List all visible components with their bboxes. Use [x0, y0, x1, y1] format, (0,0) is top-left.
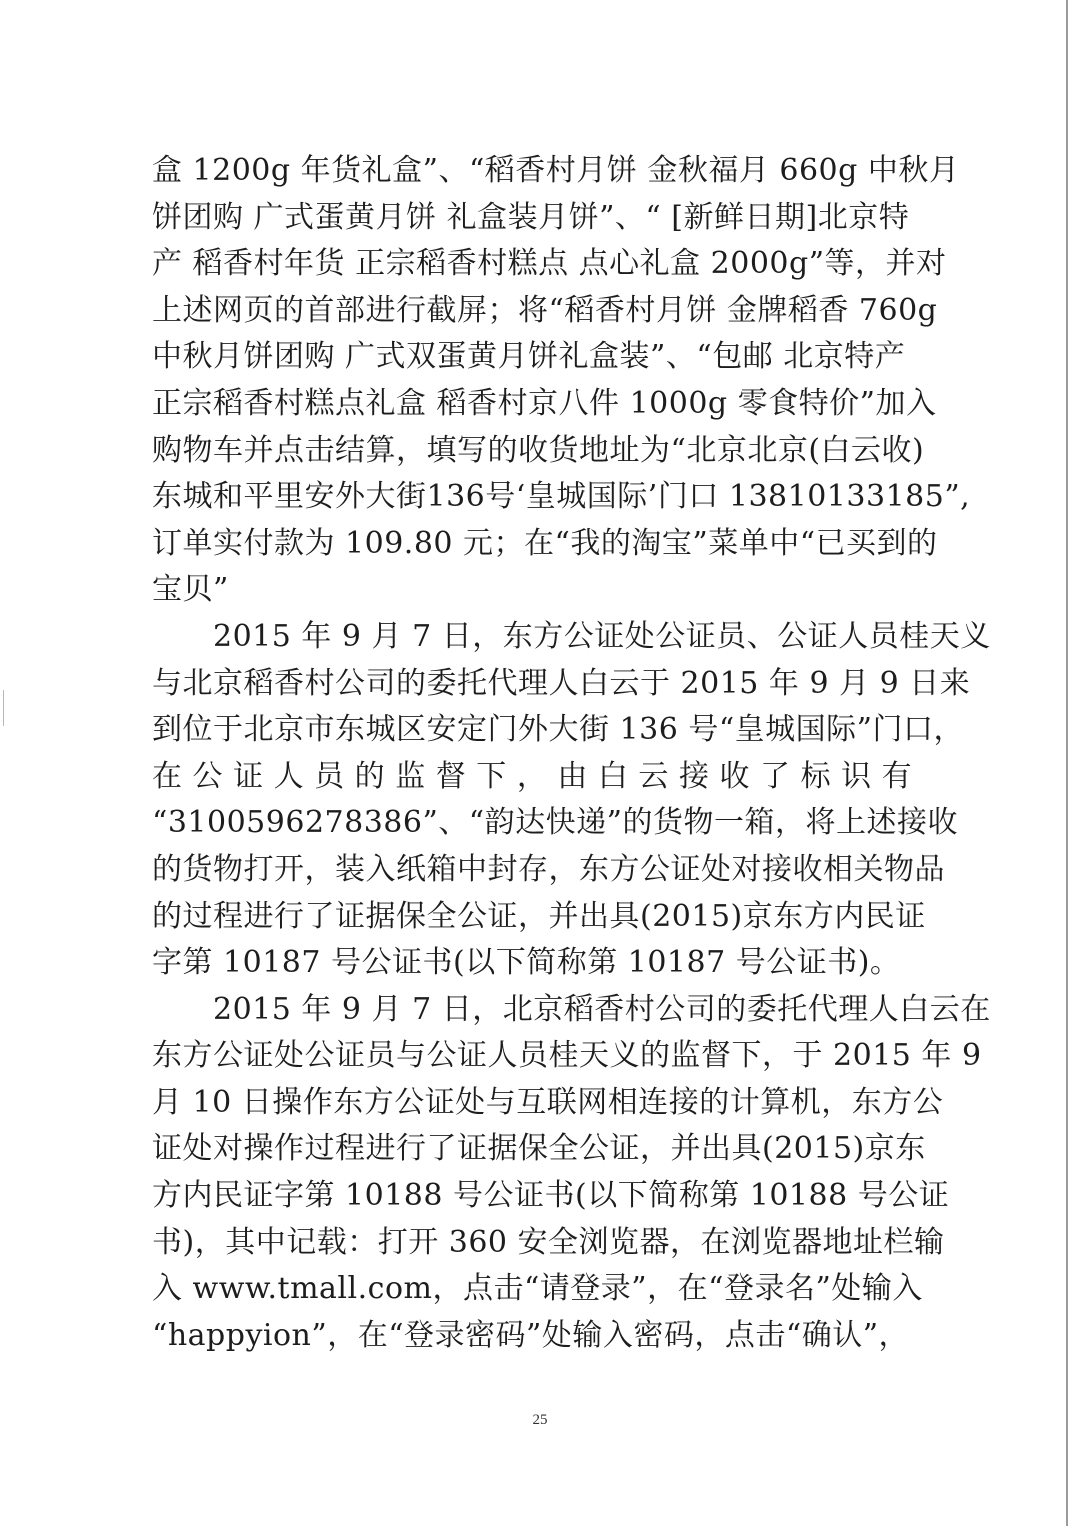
page-number: 25: [532, 1412, 548, 1428]
text-line: 月 10 日操作东方公证处与互联网相连接的计算机，东方公: [152, 1084, 944, 1120]
text-line: 盒 1200g 年货礼盒”、“稻香村月饼 金秋福月 660g 中秋月: [152, 153, 960, 188]
text-line: 宝贝”: [152, 572, 229, 608]
text-line: 在 公 证 人 员 的 监 督 下 ， 由 白 云 接 收 了 标 识 有: [152, 758, 913, 794]
text-line: 中秋月饼团购 广式双蛋黄月饼礼盒装”、“包邮 北京特产: [152, 339, 906, 375]
text-line: 书)，其中记载：打开 360 安全浏览器，在浏览器地址栏输: [152, 1224, 945, 1260]
text-line: 字第 10187 号公证书(以下简称第 10187 号公证书)。: [152, 945, 901, 981]
text-line: 与北京稻香村公司的委托代理人白云于 2015 年 9 月 9 日来: [152, 665, 971, 701]
text-line: 正宗稻香村糕点礼盒 稻香村京八件 1000g 零食特价”加入: [152, 385, 937, 421]
text-line: 东方公证处公证员与公证人员桂天义的监督下，于 2015 年 9: [152, 1038, 982, 1074]
body-text: [152, 148, 991, 1359]
text-line: 订单实付款为 109.80 元；在“我的淘宝”菜单中“已买到的: [152, 525, 938, 561]
text-line: 上述网页的首部进行截屏；将“稻香村月饼 金牌稻香 760g: [152, 292, 938, 328]
text-line: 的货物打开，装入纸箱中封存，东方公证处对接收相关物品: [152, 851, 945, 887]
scan-margin-mark: [3, 690, 4, 726]
text-line: 入 www.tmall.com，点击“请登录”，在“登录名”处输入: [152, 1271, 923, 1307]
text-line: 产 稻香村年货 正宗稻香村糕点 点心礼盒 2000g”等，并对: [152, 246, 947, 282]
text-line: 证处对操作过程进行了证据保全公证，并出具(2015)京东: [152, 1131, 926, 1167]
text-line: 的过程进行了证据保全公证，并出具(2015)京东方内民证: [152, 898, 926, 934]
text-line: 购物车并点击结算，填写的收货地址为“北京北京(白云收): [152, 432, 925, 468]
text-line: “happyion”，在“登录密码”处输入密码，点击“确认”，: [152, 1317, 910, 1353]
text-line: 饼团购 广式蛋黄月饼 礼盒装月饼”、“ [新鲜日期]北京特: [152, 199, 910, 235]
text-line: 2015 年 9 月 7 日，北京稻香村公司的委托代理人白云在: [152, 991, 991, 1027]
text-line: 方内民证字第 10188 号公证书(以下简称第 10188 号公证: [152, 1178, 950, 1214]
text-line: 东城和平里安外大街136号‘皇城国际’门口 13810133185”,: [152, 479, 971, 515]
text-line: 到位于北京市东城区安定门外大街 136 号“皇城国际”门口，: [152, 712, 965, 748]
text-line: 2015 年 9 月 7 日，东方公证处公证员、公证人员桂天义: [152, 618, 991, 654]
text-line: “3100596278386”、“韵达快递”的货物一箱，将上述接收: [152, 805, 958, 841]
scan-border-line: [1066, 0, 1068, 1526]
